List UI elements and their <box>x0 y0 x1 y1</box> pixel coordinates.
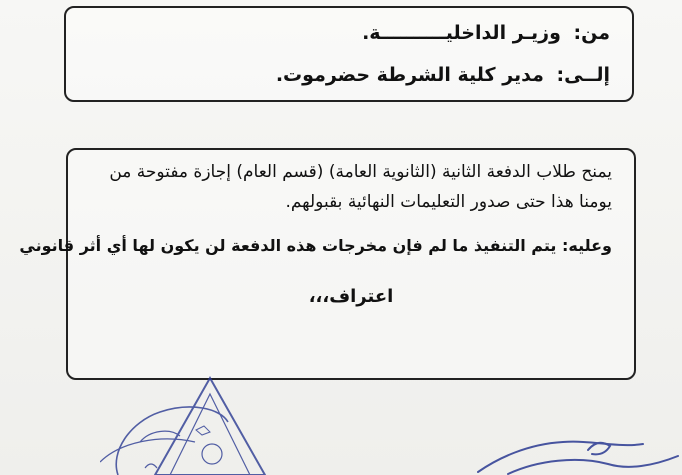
body-line-1: يمنح طلاب الدفعة الثانية (الثانوية العامة) (قسم العام) إجازة مفتوحة من <box>109 162 612 182</box>
header-box <box>64 6 634 102</box>
signature-icon <box>468 430 682 475</box>
to-value: مدير كلية الشرطة حضرموت. <box>275 64 544 86</box>
body-box <box>19 148 636 380</box>
body-line-3: وعليه: يتم التنفيذ ما لم فإن مخرجات هذه الدفعة لن يكون لها أي أثر قانوني <box>19 236 612 255</box>
from-line <box>362 22 610 44</box>
acknowledgement: اعتراف،،، <box>308 286 394 307</box>
from-value: وزيـر الداخليــــــــــة. <box>362 22 561 44</box>
to-line <box>276 64 610 86</box>
body-line-2: يومنا هذا حتى صدور التعليمات النهائية بقبولهم. <box>285 192 612 212</box>
triangle-stamp-icon <box>100 372 270 475</box>
to-label: إلــى: <box>556 64 610 86</box>
from-label: من: <box>573 22 610 44</box>
